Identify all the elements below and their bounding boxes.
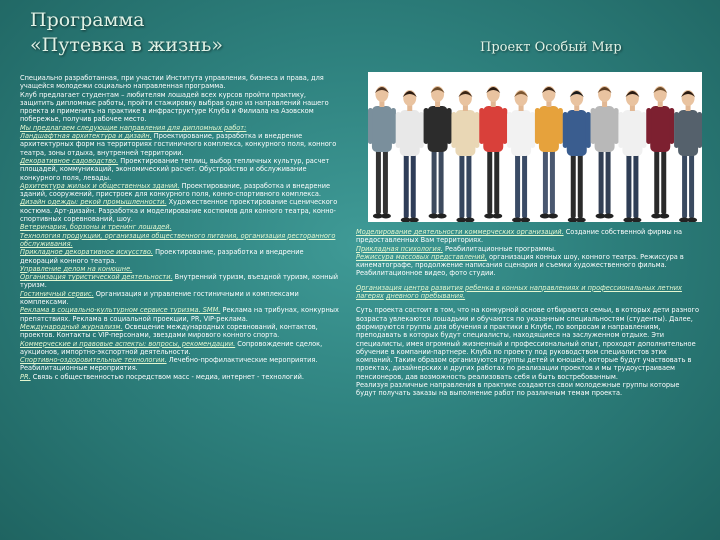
person-torso [400,110,420,156]
psychology-title: Прикладная психология. [356,244,443,253]
person-figure [479,86,507,219]
person-leg-right [522,152,527,218]
person-leg-right [578,152,583,218]
direction-title: Организация туристической деятельности. [20,273,173,282]
direction-item [20,157,340,182]
person-arm [558,108,563,144]
commerce-paragraph [356,228,700,245]
direction-text: Сопровождение сделок, аукционов, импортно-экспортной деятельности. [20,339,323,356]
directing-text: организация конных шоу, конного театра. Режиссура в кинематографе, продолжение написания сценария и съемки художественного фильма. Реабилитационное видео, фото студии. [356,252,684,278]
person-arm [641,112,646,148]
person-leg-left [432,148,437,214]
direction-text: Внутренний туризм, въездной туризм, конный туризм. [20,273,339,290]
person-torso [567,110,587,156]
person-arm [674,112,679,148]
person-leg-left [543,148,548,214]
direction-item [20,248,340,265]
groups-paragraph: Реализуя различные направления в практике создаются свои молодежные группы которые будут получать заказы на выполнение работ по различным темам проекта. [356,381,680,398]
person-arm [697,112,702,148]
person-shoe [631,218,641,223]
person-arm [563,112,568,148]
direction-item [20,273,340,290]
person-torso [678,110,698,156]
direction-title: PR. [20,372,31,381]
direction-title: Международный журнализм. [20,322,123,331]
person-shoe [687,218,697,223]
person-leg-left [404,152,409,218]
person-torso [372,106,392,152]
person-arm [451,112,456,148]
person-arm [424,108,429,144]
directing-title: Режиссура массовых представлений, [356,252,487,261]
person-arm [669,108,674,144]
person-shoe [548,214,558,219]
person-figure [396,90,424,222]
direction-title: Коммерческие и правовые аспекты: вопросы, рекомендации. [20,339,236,348]
direction-title: Архитектура жилых и общественных зданий. [20,181,180,190]
people-illustration [368,72,702,222]
person-leg-left [515,152,520,218]
person-torso [539,106,559,152]
person-torso [595,106,615,152]
project-description [356,228,700,398]
person-shoe [659,214,669,219]
direction-text: Освещение международных соревнований, контактов, проектов. Контакты с VIP-персонами, звездами мирового конного спорта. [20,322,318,340]
project-title: Проект Особый Мир [480,40,622,55]
person-figure [507,90,535,222]
direction-item [20,306,340,323]
direction-item [20,265,340,273]
person-arm [507,112,512,148]
person-figure [674,90,702,222]
person-torso [428,106,448,152]
person-torso [622,110,642,156]
direction-item [20,323,340,340]
person-torso [511,110,531,156]
person-leg-left [571,152,576,218]
person-leg-left [682,152,687,218]
person-torso [483,106,503,152]
direction-item [20,232,340,249]
person-arm [447,108,452,144]
directions-list [20,132,340,381]
person-arm [419,112,424,148]
direction-item [20,223,340,231]
person-arm [586,112,591,148]
person-arm [479,108,484,144]
person-leg-right [466,152,471,218]
commerce-title: Моделирование деятельности коммерческих организаций. [356,228,564,236]
club-paragraph: Клуб предлагает студентам – любителям лошадей всех курсов пройти практику, защитить дипломные работы, пройти стажировку выбрав одно из направлений нашего проекта и применить на практике в инфраструктуре Клуба и Филиала на Азовском побережье, получив рабочее место. [20,90,329,124]
person-leg-left [599,148,604,214]
person-arm [530,112,535,148]
person-leg-right [633,152,638,218]
page-title [30,8,223,58]
person-arm [474,112,479,148]
person-shoe [492,214,502,219]
commerce-text: Создание собственной фирмы на предоставленных Вам территориях. [356,228,683,245]
person-shoe [520,218,530,223]
person-arm [368,108,373,144]
person-leg-right [439,148,444,214]
person-leg-right [383,148,388,214]
person-leg-left [376,148,381,214]
person-arm [535,108,540,144]
person-arm [391,108,396,144]
direction-title: Ландшафтная архитектура и дизайн. [20,132,152,141]
direction-title: Дизайн одежды: рекой промышленности. [20,198,167,207]
person-figure [368,86,396,219]
direction-item [20,198,340,223]
intro-paragraph: Специально разработанная, при участии Института управления, бизнеса и права, для учащейся молодежи социально направленная программа. [20,74,324,91]
direction-title: Управление делом на конюшне. [20,264,133,273]
person-shoe [604,214,614,219]
direction-item [20,182,340,199]
person-shoe [464,218,474,223]
group-photo [368,72,702,222]
person-figure [424,86,452,219]
psychology-paragraph [356,245,700,253]
person-figure [646,86,674,219]
direction-text: Проектирование, разработка и внедрение декораций конного театра. [20,248,304,265]
person-leg-right [606,148,611,214]
person-leg-left [654,148,659,214]
direction-text: Проектирование, разработка и внедрение архитектурных форм на территориях гостиничного комплекса, конкурного поля, конного театра, зоны отдыха, внутренней территории. [20,132,337,157]
child-center-paragraph [356,284,700,301]
person-arm [618,112,623,148]
direction-title: Технология продукции, организация общественного питания, организация ресторанного обслуживания. [20,231,336,248]
direction-text: Связь с общественностью посредством масс - медиа, интернет - технологий. [30,372,305,381]
direction-item [20,290,340,307]
direction-item [20,373,340,381]
direction-text: Проектирование теплиц, выбор тепличных культур, расчет площадей, коммуникаций, экономический расчет. Обустройство и обслуживание конкурного поля, левады. [20,156,330,182]
essence-paragraph: Суть проекта состоит в том, что на конкурной основе отбираются семьи, в которых дети разного возраста увлекаются лошадьми и обучаются по указанным специальностям (студенты). Далее, формируются группы для обучения и практики в Клубе, по вопросам и направлениям, преподавать в которых будут специалисты, находящиеся на заслуженном отдыхе. Эти специалисты, имея огромный жизненный и профессиональный опыт, проходят дополнительное обучение в компании-партнере. Клуба по проекту под руководством специалистов этих компаний. Таким образом организуются группы детей и юношей, которые будут участвовать в проектах, дизайнерских и других работах по реализации проектов и мы трудоустраиваем пенсионеров, дав возможность реализовать себя и быть востребованным. [356,306,699,381]
direction-text: Реклама на трибунах, конкурных препятствиях. Реклама в социальной проекции, PR, VIP-реклама. [20,306,339,323]
person-shoe [437,214,447,219]
direction-title: Реклама в социально-культурном сервисе туризма. SMM. [20,306,221,315]
person-shoe [409,218,419,223]
person-arm [614,108,619,144]
person-figure [618,90,646,222]
person-torso [650,106,670,152]
direction-text: Проектирование, разработка и внедрение зданий, сооружений, пристроек для конкурного поля, конно-спортивного комплекса. [20,181,331,199]
person-shoe [576,218,586,223]
person-arm [502,108,507,144]
person-figure [451,90,479,222]
person-leg-right [689,152,694,218]
person-figure [591,86,619,219]
person-arm [591,108,596,144]
direction-text: Организация и управление гостиничными и комплексами комплексами. [20,289,299,307]
person-torso [455,110,475,156]
directing-paragraph [356,253,700,278]
direction-title: Ветеринария, борзоны и тренинг лошадей. [20,223,172,232]
direction-title: Декоративное садоводство. [20,156,119,165]
child-center-title-end: дневного пребывания. [385,292,466,301]
direction-title: Гостиничный сервис. [20,289,94,298]
person-figure [535,86,563,219]
person-figure [563,90,591,222]
person-leg-left [626,152,631,218]
child-center-title: Организация центра развития ребенка в конных направлениях и профессиональных летних лагерях [356,283,682,301]
person-leg-right [550,148,555,214]
person-leg-left [459,152,464,218]
direction-text: Художественное проектирование сценического костюма. Арт-дизайн. Разработка и моделирование костюмов для конного театра, конно-спортивных соревнований, шоу. [20,198,338,224]
direction-title: Спортивно-оздоровительные технологии. [20,356,167,365]
person-leg-left [487,148,492,214]
direction-item [20,340,340,357]
person-leg-right [661,148,666,214]
title-line-1: Программа [30,9,145,31]
direction-item [20,132,340,157]
directions-heading: Мы предлагаем следующие направления для дипломных работ: [20,123,247,132]
direction-item [20,356,340,373]
program-description [20,74,340,381]
person-arm [646,108,651,144]
psychology-text: Реабилитационные программы. [442,244,557,253]
person-leg-right [494,148,499,214]
direction-title: Прикладное декоративное искусство. [20,248,153,257]
person-leg-right [411,152,416,218]
person-arm [396,112,401,148]
person-shoe [381,214,391,219]
title-line-2: «Путевка в жизнь» [30,34,223,56]
direction-text: Лечебно-профилактические мероприятия. Реабилитационные мероприятия. [20,356,318,373]
